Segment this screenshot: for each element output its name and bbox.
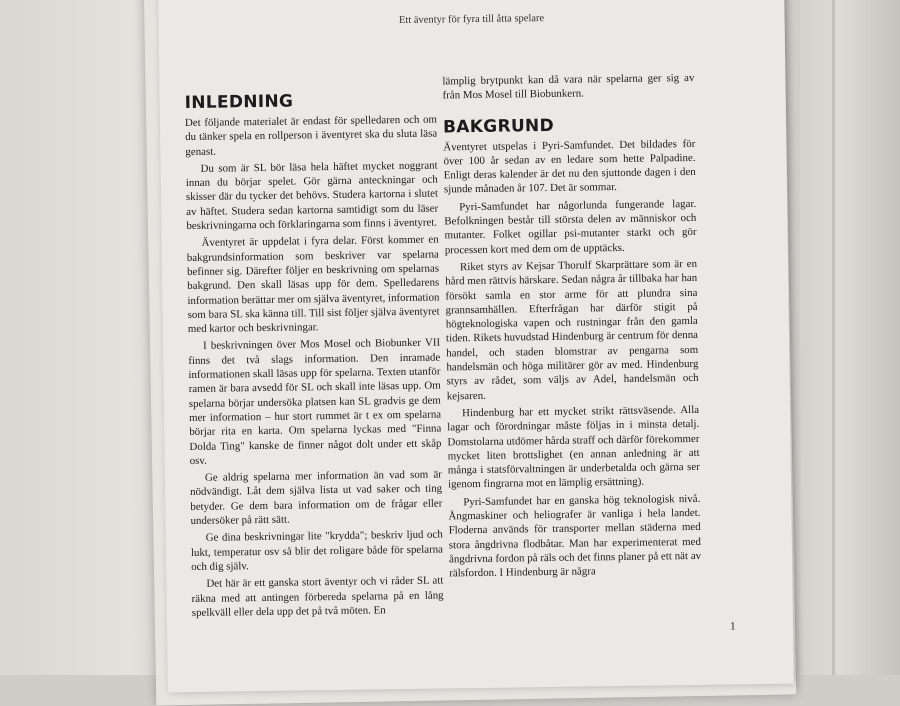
heading-inledning: INLEDNING bbox=[184, 91, 294, 114]
paragraph: Pyri-Samfundet har någorlunda fungerande lagar. Befolkningen består till största delen av människor och mutanter. Folket ogillar psi-mutanter starkt och gör processen kort med dem om de upptäcks. bbox=[444, 197, 697, 257]
paragraph: Du som är SL bör läsa hela häftet mycket noggrant innan du börjar spelet. Gör gärna anteckningar och skisser där du tycker det behövs. Studera kartorna i slutet av häftet. Studera sedan kartorna samtidigt som du läser beskrivningarna och förklaringarna som finns i äventyret. bbox=[185, 159, 439, 233]
right-column bbox=[442, 71, 701, 584]
heading-bakgrund: BAKGRUND bbox=[442, 115, 555, 138]
paragraph: Det här är ett ganska stort äventyr och vi råder SL att räkna med att antingen förbereda spelarna på en lång spelkväll eller dela upp det på två möten. En bbox=[191, 574, 444, 619]
paragraph: Riket styrs av Kejsar Thorulf Skarprättare som är en hård men rättvis härskare. Sedan några år tillbaka har han försökt samla en stor arme för att plundra sina grannsamhällen. Efterfrågan har därför stigit på högteknologiska vapen och rustningar från den gamla tiden. Rikets huvudstad Hindenburg är centrum för denna handel, och staden blomstrar av pengarna som handelsmän och höga militärer gör av med. Hindenburg styrs av rådet, som väljs av Adel, handelsmän och kejsaren. bbox=[445, 257, 699, 403]
paragraph: Äventyret är uppdelat i fyra delar. Först kommer en bakgrundsinformation som beskriver var spelarna befinner sig. Därefter följer en beskrivning om spelarnas bakgrund. Den skall läsas upp för dem. Spelledarens information berättar mer om själva äventyret, information som bara SL ska känna till. Till sist följer själva äventyret med kartor och beskrivningar. bbox=[186, 233, 440, 336]
booklet-page bbox=[158, 0, 794, 692]
right-page-stack bbox=[800, 0, 900, 675]
paragraph: I beskrivningen över Mos Mosel och Biobunker VII finns det två slags information. Den inramade informationen skall läsas upp för spelarna. Texten utanför ramen är bara avsedd för SL och skall inte läsas upp. Om spelarna börjar undersöka platsen kan SL gradvis ge dem mer information – hur stort rummet är t ex om spelarna börjar rita en karta. Om spelarna lyckas med "Finna Dolda Ting" kanske de finner något dolt under ett skåp osv. bbox=[188, 336, 442, 467]
paragraph: Ge dina beskrivningar lite "krydda"; beskriv ljud och lukt, temperatur osv så blir det roligare både för spelarna och dig själv. bbox=[190, 528, 444, 573]
left-column bbox=[185, 90, 444, 624]
paragraph: Ge aldrig spelarna mer information än vad som är nödvändigt. Låt dem själva lista ut vad saker och ting betyder. Ge dem bara information om de frågar eller undersöker på rätt sätt. bbox=[190, 468, 443, 528]
page-number: 1 bbox=[729, 620, 736, 633]
paragraph: Det följande materialet är endast för spelledaren och om du tänker spela en rollperson i äventyret ska du sluta läsa genast. bbox=[184, 113, 438, 158]
paragraph: Äventyret utspelas i Pyri-Samfundet. Det bildades för över 100 år sedan av en ledare som hette Palpadine. Enligt deras kalender är det nu den sjuttonde dagen i den sjunde månaden år 107. Det är sommar. bbox=[443, 137, 696, 196]
paragraph: Pyri-Samfundet har en ganska hög teknologisk nivå. Ångmaskiner och heliografer är vanliga i hela landet. Floderna används för transporter mellan städerna med stora ångdrivna flodbåtar. Man har experimenterat med ångdrivna fordon på räls och det finns planer på ett nät av rälsfordon. I Hindenburg är några bbox=[448, 492, 702, 580]
paragraph: Hindenburg har ett mycket strikt rättsväsende. Alla lagar och förordningar måste följas in i minsta detalj. Domstolarna utdömer hårda straff och därför förekommer mycket liten brottslighet (en annan anledning är att många i statsförvaltningen är underbetalda och gärna ser igenom fingrarna mot en lämplig ersättning). bbox=[447, 403, 700, 491]
page-edge-line bbox=[832, 0, 835, 675]
running-head: Ett äventyr för fyra till åtta spelare bbox=[398, 13, 545, 27]
paragraph: lämplig brytpunkt kan då vara när spelarna ger sig av från Mos Mosel till Biobunkern. bbox=[442, 71, 695, 102]
